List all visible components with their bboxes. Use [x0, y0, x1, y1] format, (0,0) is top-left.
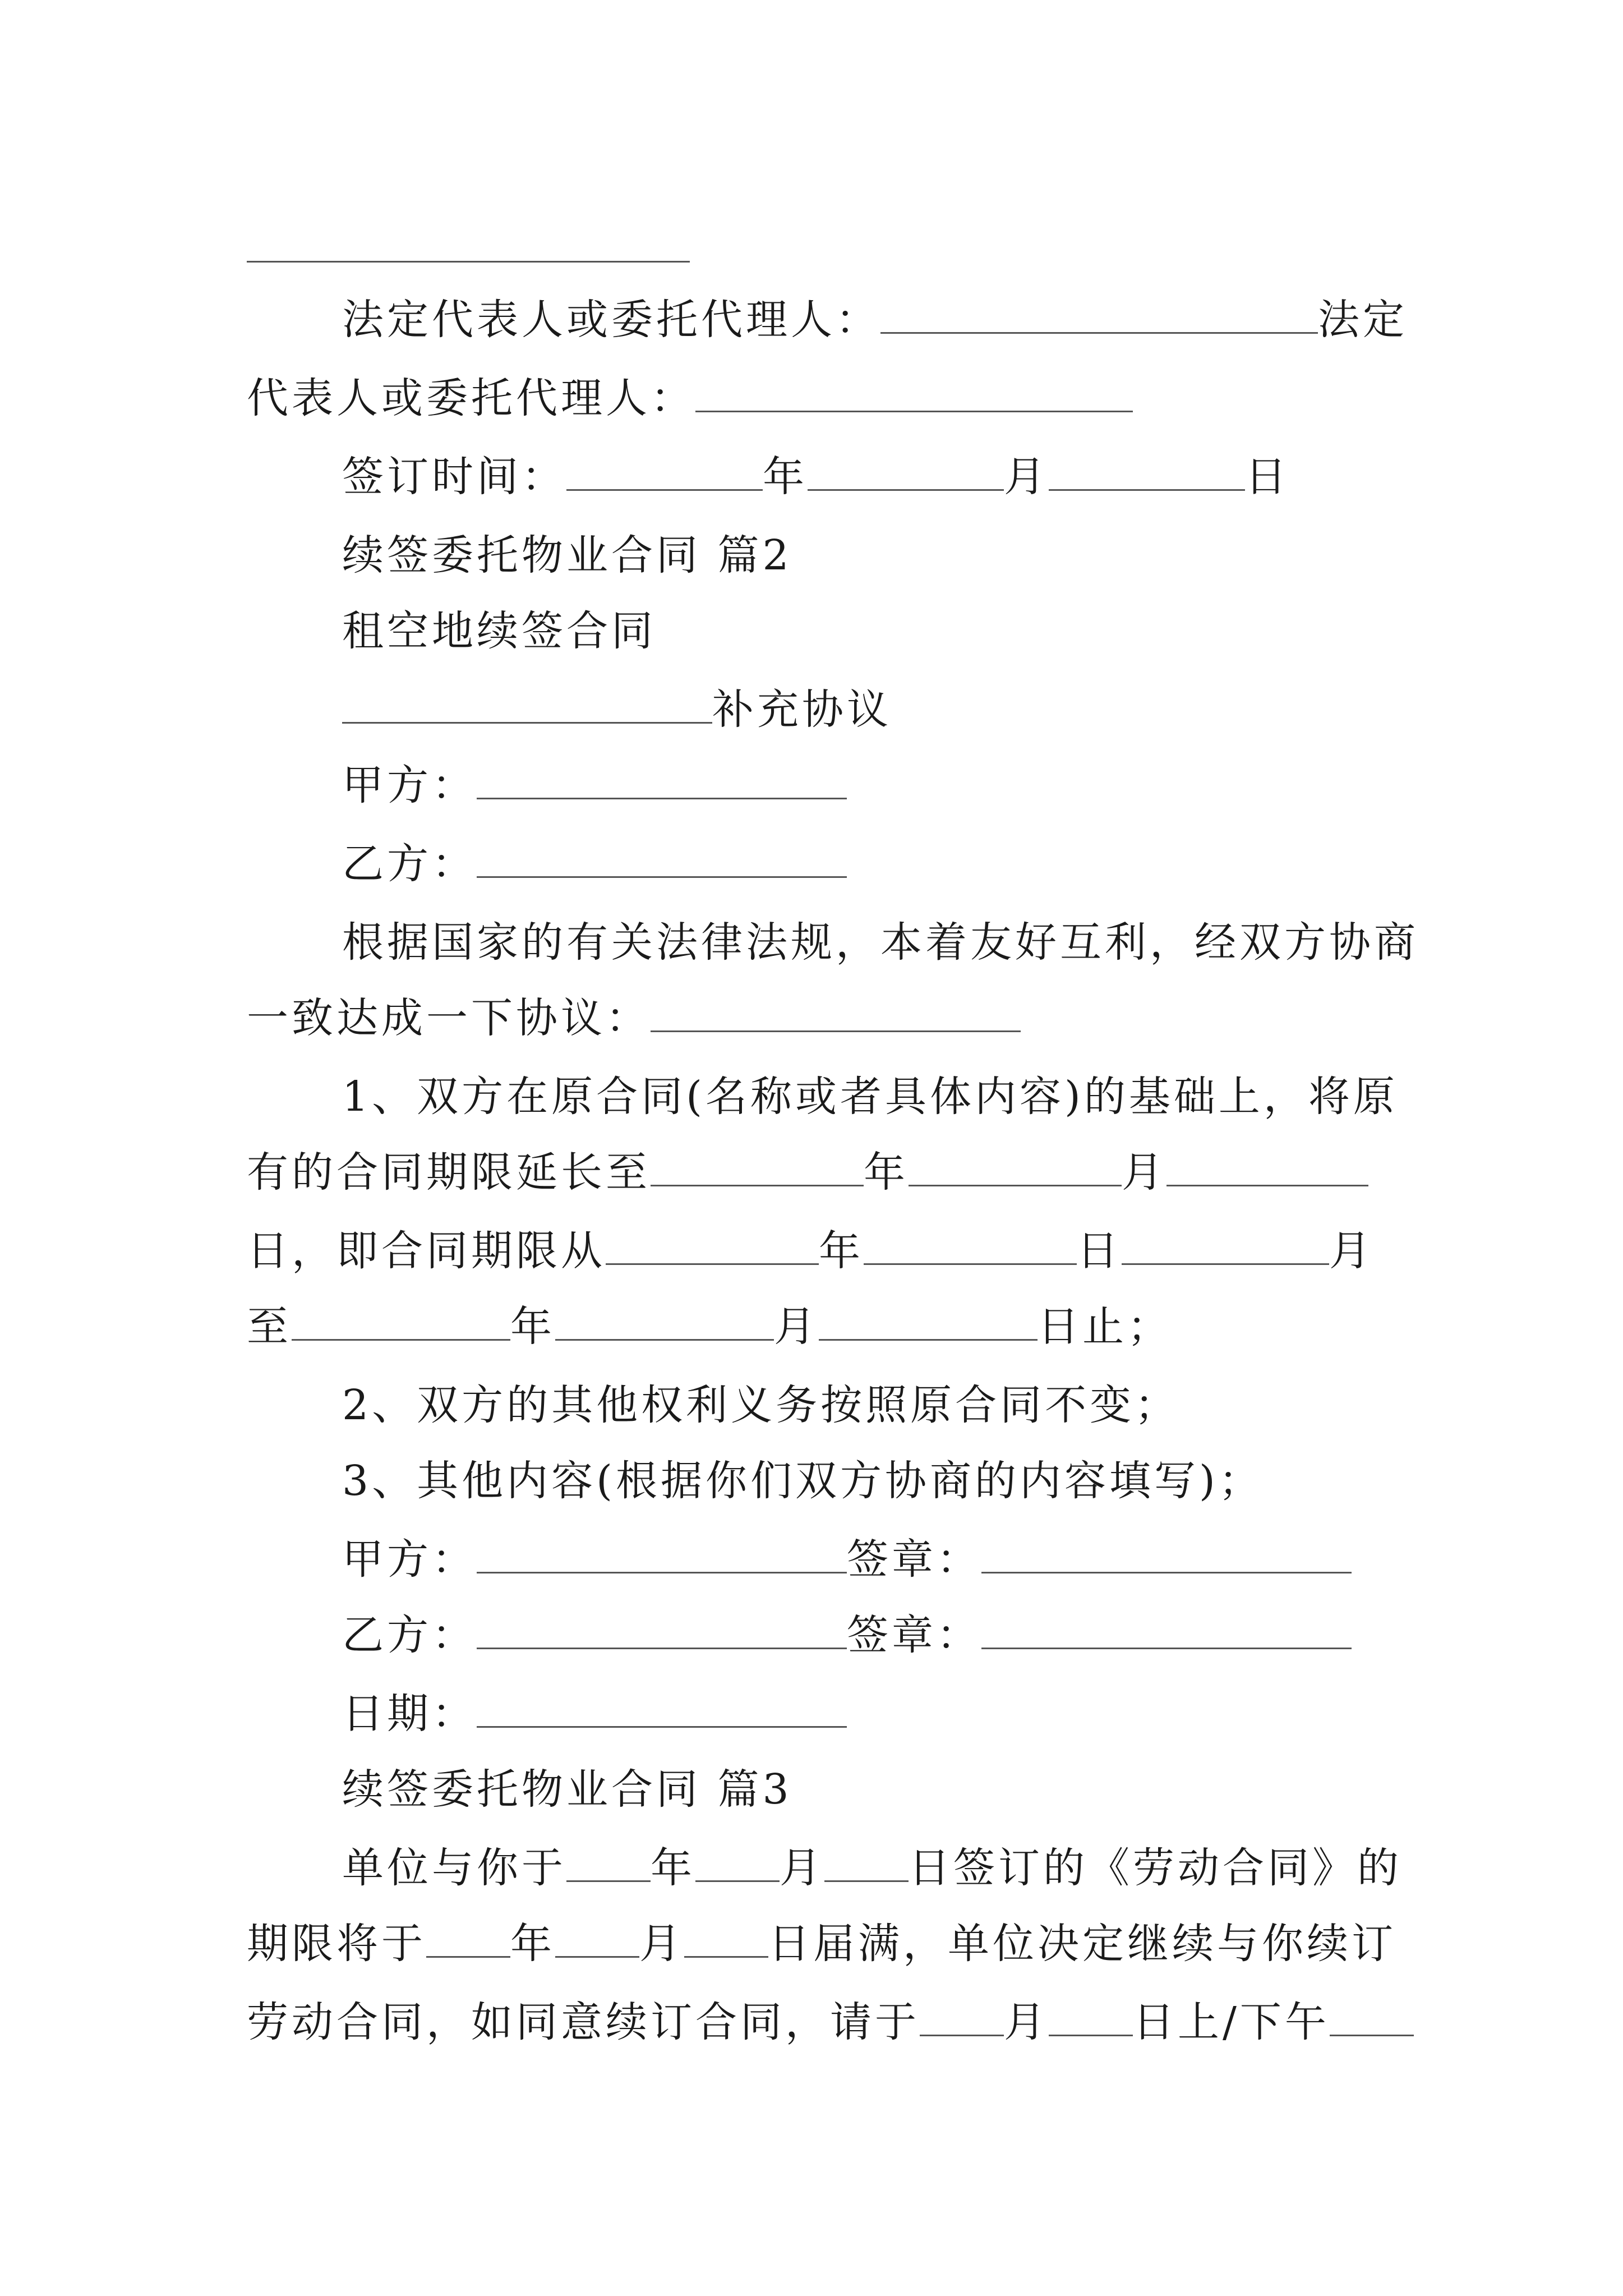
text-year: 年	[510, 1303, 555, 1351]
section-heading-3	[342, 1761, 792, 1818]
line-legal-rep-2	[247, 370, 1133, 426]
clause-3	[342, 1453, 1264, 1509]
clause-2	[342, 1377, 1179, 1433]
text-month: 月	[774, 1303, 819, 1351]
paragraph-intro-2	[247, 990, 1021, 1046]
clause-text: 3、其他内容(根据你们双方协商的内容填写)；	[342, 1457, 1264, 1505]
paragraph-text: 日签订的《劳动合同》的	[909, 1844, 1402, 1892]
clause-1-line-2	[247, 1144, 1368, 1200]
label-date: 日期：	[342, 1690, 477, 1738]
clause-text: 至	[247, 1303, 292, 1351]
label-legal-rep-2: 代表人或委托代理人：	[247, 374, 695, 422]
blank-field	[477, 1609, 847, 1649]
blank-field	[555, 1301, 774, 1341]
text-day-end: 日止；	[1038, 1303, 1172, 1351]
clause-text: 1、双方在原合同(名称或者具体内容)的基础上，将原	[342, 1073, 1398, 1121]
blank-field	[566, 451, 763, 491]
blank-field	[819, 1301, 1038, 1341]
notice-line-2	[247, 1916, 1396, 1972]
blank-field	[1330, 1996, 1414, 2036]
text-fragment: 法定	[1318, 296, 1408, 344]
text-year: 年	[510, 1920, 555, 1968]
text-month: 月	[1004, 1998, 1049, 2046]
line-supplement	[342, 682, 892, 738]
blank-field	[824, 1842, 909, 1882]
line-sign-date	[342, 449, 1290, 505]
signature-party-a	[342, 1531, 1352, 1588]
label-party-b: 乙方：	[342, 1611, 477, 1659]
signature-party-b	[342, 1607, 1352, 1663]
blank-field	[684, 1918, 768, 1958]
label-party-a: 甲方：	[342, 1535, 477, 1584]
text-month: 月	[780, 1844, 824, 1892]
contract-title	[342, 603, 656, 659]
blank-field	[1049, 451, 1245, 491]
line-legal-rep-1	[342, 292, 1408, 348]
text-month: 月	[1004, 453, 1049, 501]
paragraph-text: 劳动合同，如同意续订合同，请于	[247, 1998, 920, 2046]
label-party-a: 甲方：	[342, 761, 477, 809]
blank-field	[342, 684, 712, 724]
blank-field	[981, 1534, 1352, 1573]
blank-field	[808, 451, 1004, 491]
text-year: 年	[651, 1844, 695, 1892]
paragraph-text: 日届满，单位决定继续与你续订	[768, 1920, 1396, 1968]
label-seal: 签章：	[847, 1535, 981, 1584]
clause-text: 有的合同期限延长至	[247, 1148, 651, 1197]
heading-text: 续签委托物业合同 篇3	[342, 1765, 792, 1814]
text-month: 月	[639, 1920, 684, 1968]
notice-line-1	[342, 1840, 1402, 1896]
text-month: 月	[1122, 1148, 1166, 1197]
supplement-label: 补充协议	[712, 685, 892, 734]
text-month: 月	[1329, 1227, 1374, 1275]
blank-field	[695, 1842, 780, 1882]
blank-field	[920, 1996, 1004, 2036]
paragraph-text: 根据国家的有关法律法规，本着友好互利，经双方协商	[342, 918, 1419, 967]
blank-field	[651, 1147, 864, 1186]
paragraph-text: 期限将于	[247, 1920, 426, 1968]
text-year: 年	[819, 1227, 864, 1275]
blank-field	[880, 294, 1318, 334]
paragraph-text: 单位与你于	[342, 1844, 566, 1892]
blank-field	[292, 1301, 510, 1341]
title-text: 租空地续签合同	[342, 607, 656, 655]
clause-1-line-1	[342, 1069, 1398, 1125]
blank-field	[566, 1842, 651, 1882]
paragraph-text: 日上/下午	[1133, 1998, 1330, 2046]
blank-field	[1166, 1147, 1368, 1186]
paragraph-text: 一致达成一下协议：	[247, 994, 651, 1042]
text-day: 日	[1077, 1227, 1122, 1275]
label-seal: 签章：	[847, 1611, 981, 1659]
line-party-b	[342, 836, 847, 892]
top-signature-line	[247, 261, 690, 263]
label-legal-rep: 法定代表人或委托代理人：	[342, 296, 880, 344]
text-year: 年	[864, 1148, 909, 1197]
blank-field	[477, 1688, 847, 1728]
blank-field	[477, 760, 847, 799]
blank-field	[606, 1225, 819, 1265]
label-sign-date: 签订时间：	[342, 453, 566, 501]
clause-1-line-4	[247, 1299, 1172, 1355]
blank-field	[1049, 1996, 1133, 2036]
line-party-a	[342, 757, 847, 813]
text-day: 日	[1245, 453, 1290, 501]
blank-field	[695, 372, 1133, 412]
blank-field	[426, 1918, 510, 1958]
clause-text: 日，即合同期限从	[247, 1227, 606, 1275]
label-party-b: 乙方：	[342, 840, 477, 888]
blank-field	[864, 1225, 1077, 1265]
blank-field	[981, 1609, 1352, 1649]
blank-field	[555, 1918, 639, 1958]
text-year: 年	[763, 453, 808, 501]
section-heading-2	[342, 527, 792, 583]
clause-text: 2、双方的其他权利义务按照原合同不变；	[342, 1381, 1180, 1429]
blank-field	[909, 1147, 1122, 1186]
blank-field	[651, 992, 1021, 1032]
blank-field	[477, 1534, 847, 1573]
clause-1-line-3	[247, 1223, 1374, 1279]
heading-text: 续签委托物业合同 篇2	[342, 531, 792, 579]
notice-line-3	[247, 1994, 1414, 2050]
paragraph-intro-1	[342, 914, 1419, 970]
blank-field	[1122, 1225, 1329, 1265]
blank-field	[477, 838, 847, 878]
signature-date	[342, 1686, 847, 1742]
